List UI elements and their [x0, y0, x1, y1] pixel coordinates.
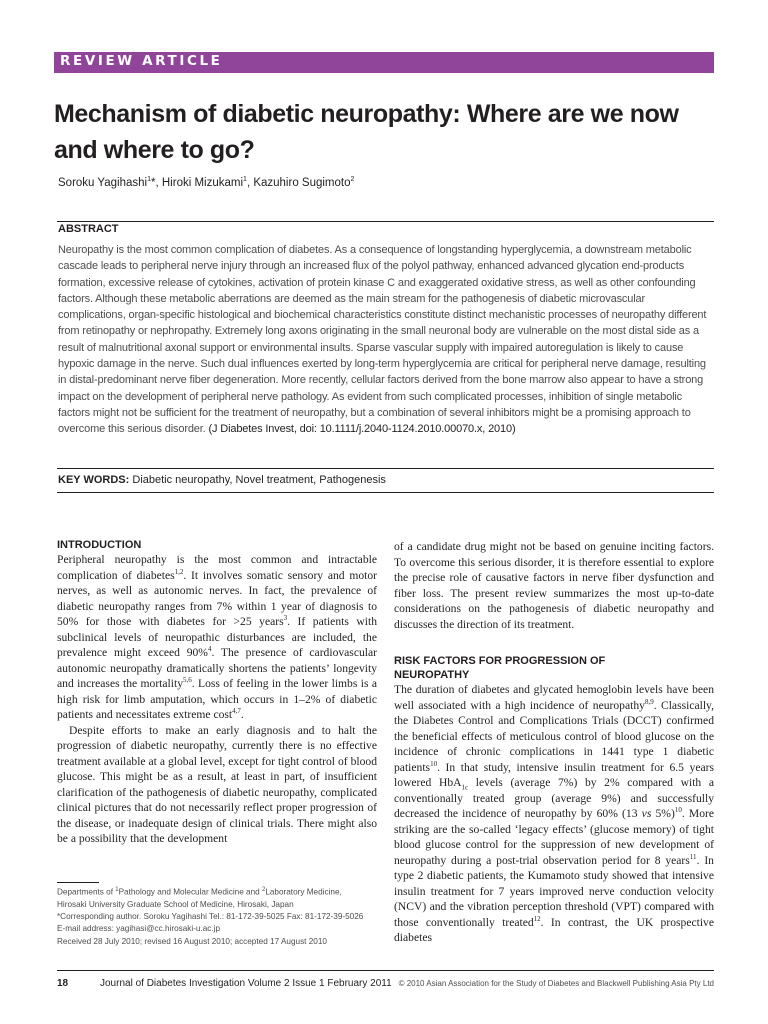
keywords-top-rule: [57, 468, 714, 469]
keywords-bottom-rule: [57, 492, 714, 493]
author-affiliation: 2: [350, 176, 355, 183]
intro-paragraph-2: Despite efforts to make an early diagnosis and to halt the progression of diabetic neuropathy, currently there is no effective treatment available at a global level, except for tight control of blood glucose. This might be as a result, at least in part, of insufficient clarification of the pathogenesis of diabetic neuropathy, complicated clinical pictures that do not necessarily reflect proper progression of the disease, or inadequate design of clinical trials. There might also be a possibility that the development: [57, 723, 377, 845]
intro-paragraph-1: Peripheral neuropathy is the most common and intractable complication of diabetes$^{1,2}$. It involves somatic sensory and motor nerves, as well as autonomic nerves. In fact, the prevalence of diabetic neuropathy ranges from 7% within 1 year of diagnosis to 50% for those with diabetes for >25 years$^3$. If patients with subclinical levels of neuropathic disturbances are included, the prevalence might exceed 90%$^4$. The presence of cardiovascular autonomic neuropathy dramatically shortens the patients’ longevity and increases the mortality$^{5,6}$. Loss of feeling in the lower limbs is a high risk for limb amputation, which occurs in 1–2% of diabetic patients and necessitates extreme cost$^{4,7}$.: [57, 553, 378, 721]
right-column: [394, 539, 714, 946]
footnote-rule: [57, 882, 99, 883]
keywords-label: KEY WORDS:: [58, 474, 130, 486]
citation-sup: 10: [430, 759, 438, 768]
citation-sup: 4: [207, 645, 212, 654]
keywords-value: Diabetic neuropathy, Novel treatment, Pathogenesis: [132, 474, 386, 486]
article-type-banner: [54, 52, 714, 73]
risk-factors-heading: [394, 654, 714, 682]
citation-sub: 1c: [461, 783, 469, 792]
citation-sup: 4,7: [232, 707, 241, 716]
copyright-notice: © 2010 Asian Association for the Study of Diabetes and Blackwell Publishing Asia Pty Ltd: [398, 979, 714, 988]
citation-sup: 10: [674, 806, 682, 815]
left-column: [57, 538, 377, 847]
author-affiliation: 1: [243, 176, 247, 183]
footnote-text: Pathology and Molecular Medicine and: [118, 887, 262, 897]
footnote-received: Received 28 July 2010; revised 16 August 2010; accepted 17 August 2010: [57, 936, 327, 946]
abstract-text: Neuropathy is the most common complication of diabetes. As a consequence of longstanding hyperglycemia, a downstream metabolic cascade leads to peripheral nerve injury through an increased flux of the polyol pathway, enhanced advanced glycation end-products formation, excessive release of cytokines, activation of protein kinase C and exaggerated oxidative stress, as well as other confounding factors. Although these metabolic aberrations are deemed as the main stream for the pathogenesis of diabetic microvascular complications, organ-specific histological and biochemical characteristics constitute distinct mechanistic processes of neuropathy different from retinopathy or nephropathy. Extremely long axons originating in the small neuronal body are vulnerable on the most distal side as a result of malnutritional axonal support or environmental insults. Sparse vascular supply with impaired autoregulation is likely to cause hypoxic damage in the nerve. Such dual influences exerted by long-term hyperglycemia are critical for peripheral nerve damage, resulting in distal-predominant nerve fiber degeneration. More recently, cellular factors derived from the bone marrow also appear to have a strong impact on the development of peripheral nerve pathology. As evident from such complicated processes, inhibition of single metabolic factors might not be sufficient for the treatment of neuropathy, but a combination of several inhibitors might be a promising approach to overcome this serious disorder.: [58, 244, 707, 436]
citation-sup: 5,6: [183, 676, 192, 685]
author-list: Soroku Yagihashi$^1$*, Hiroki Mizukami$^1$, Kazuhiro Sugimoto$^2$: [58, 176, 355, 189]
risk-paragraph-1: The duration of diabetes and glycated hemoglobin levels have been well associated with a high incidence of neuropathy$^{8,9}$. Classically, the Diabetes Control and Complications Trials (DCCT) confirmed the beneficial effects of meticulous control of blood glucose on the incidence of chronic complications in 1441 type 1 diabetic patients$^{10}$. In that study, intensive insulin treatment for 6.5 years lowered HbA$_{1c}$ levels (average 7%) by 2% compared with a conventionally treated group (average 9%) and successfully decreased the incidence of neuropathy by 60% (13 vs 5%)$^{10}$. More striking are the so-called ‘legacy effects’ (glucose memory) of tight blood glucose control for the suppression of new development of neuropathy during a post-trial observation period for 8 years$^{11}$. In type 2 diabetic patients, the Kumamoto study showed that intensive insulin treatment for 7 years improved nerve conduction velocity (NCV) and the vibration perception threshold (VPT) compared with those conventionally treated$^{12}$. In contrast, the UK prospective diabetes: [394, 683, 715, 944]
intro-heading: INTRODUCTION: [57, 539, 142, 551]
intro-paragraph-3: of a candidate drug might not be based on genuine inciting factors. To overcome this serious disorder, it is therefore essential to explore the precise role of causative factors in nerve fiber dysfunction and fiber loss. The present review summarizes the most up-to-date considerations on the pathogenesis of diabetic neuropathy and discusses the direction of its treatment.: [394, 540, 714, 631]
risk-heading-line-1: RISK FACTORS FOR PROGRESSION OF: [394, 655, 606, 667]
footnote-text: Laboratory Medicine,: [265, 887, 342, 897]
abstract-top-rule: [57, 221, 714, 222]
abstract-body: [58, 242, 710, 438]
risk-heading-line-2: NEUROPATHY: [394, 669, 470, 681]
author-affiliation: 1: [147, 176, 151, 183]
citation-sup: 1,2: [174, 567, 184, 576]
footer-rule: [57, 970, 714, 971]
article-title: Mechanism of diabetic neuropathy: Where are we now and where to go?: [54, 100, 679, 164]
author-name: Hiroki Mizukami: [161, 176, 244, 189]
citation-sup: 11: [689, 852, 697, 861]
citation-sup: 8,9: [644, 697, 654, 706]
page-number: 18: [57, 978, 69, 989]
keywords-line: [58, 474, 710, 486]
footnote-departments: [57, 884, 387, 899]
footnote-corresponding: *Corresponding author. Soroku Yagihashi Tel.: 81-172-39-5025 Fax: 81-172-39-5026: [57, 912, 364, 922]
author-name: Kazuhiro Sugimoto: [253, 176, 351, 189]
citation-sup: 12: [533, 914, 541, 923]
citation-sup: 3: [283, 614, 288, 623]
author-name: Soroku Yagihashi: [58, 176, 148, 189]
footnote-text: Departments of: [57, 887, 116, 897]
article-type-label: REVIEW ARTICLE: [60, 53, 223, 69]
footnote-sup: 1: [115, 887, 119, 893]
journal-citation: Journal of Diabetes Investigation Volume 2 Issue 1 February 2011: [100, 978, 392, 989]
affiliation-footnote: [57, 884, 387, 948]
footnote-email: E-mail address: yagihasi@cc.hirosaki-u.ac.jp: [57, 924, 221, 934]
corresponding-mark: *: [151, 176, 156, 189]
footnote-sup: 2: [261, 887, 266, 893]
abstract-heading: ABSTRACT: [58, 223, 119, 235]
abstract-citation: (J Diabetes Invest, doi: 10.1111/j.2040-1124.2010.00070.x, 2010): [208, 423, 516, 436]
italic-text: vs: [641, 807, 652, 820]
footnote-institution: Hirosaki University Graduate School of Medicine, Hirosaki, Japan: [57, 899, 294, 909]
